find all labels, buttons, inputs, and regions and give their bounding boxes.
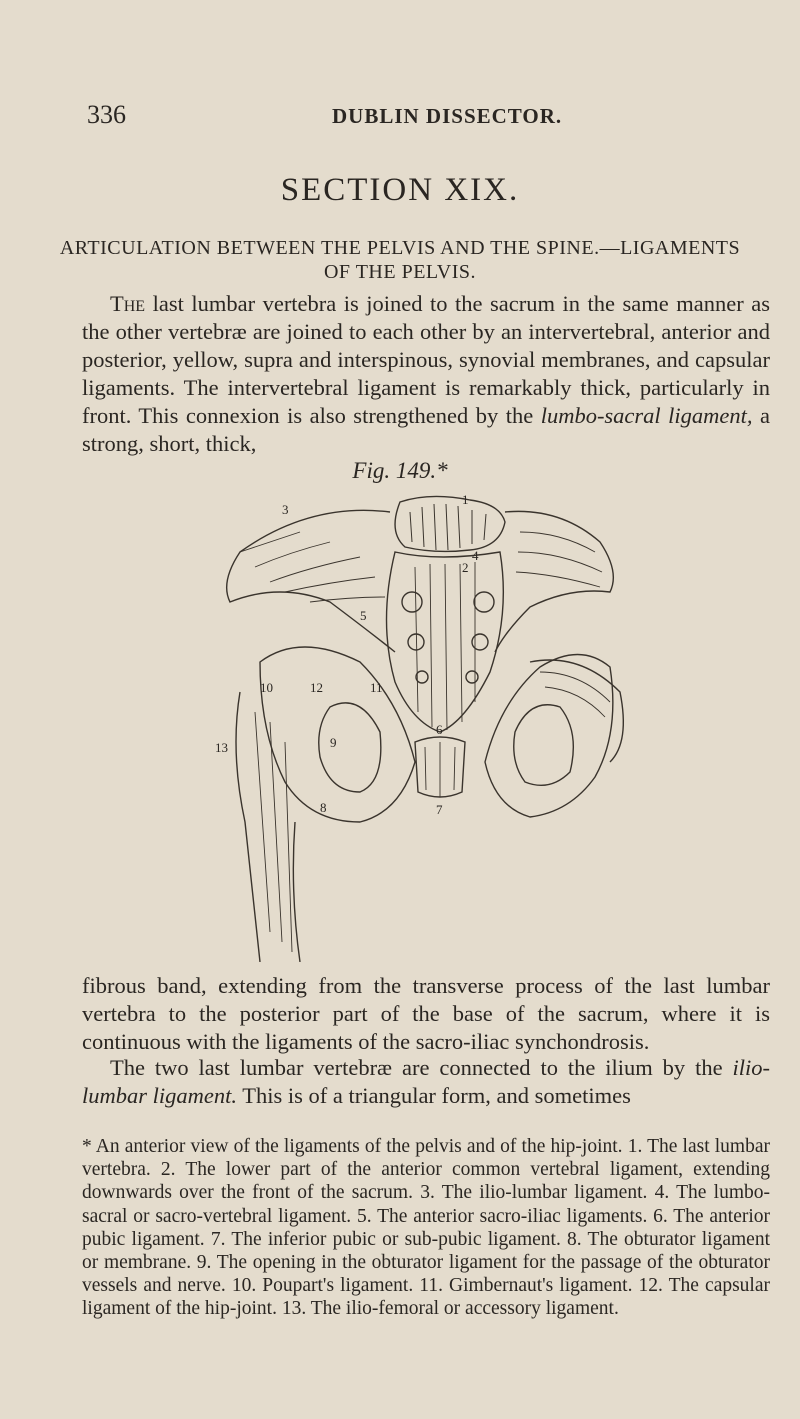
paragraph-3-tail: This is of a triangular form, and sometimes [237,1083,631,1108]
figure-label-4: 4 [472,548,479,563]
paragraph-3 [82,1054,770,1110]
paragraph-2: fibrous band, extending from the transverse process of the last lumbar vertebra to the posterior part of the base of the sacrum, where it is continuous with the ligaments of the sacro-iliac synchondrosis. [82,973,770,1054]
figure-label-10: 10 [260,680,273,695]
section-subtitle [40,236,760,284]
running-title: DUBLIN DISSECTOR. [332,104,563,128]
figure-footnote: * An anterior view of the ligaments of the pelvis and of the hip-joint. 1. The last lumbar vertebra. 2. The lower part of the anterior common vertebral ligament, extending downwards over the front of the sacrum. 3. The ilio-lumbar ligament. 4. The lumbo-sacral or sacro-vertebral ligament. 5. The anterior sacro-iliac ligaments. 6. The anterior pubic ligament. 7. The inferior pubic or sub-pubic ligament. 8. The obturator ligament or membrane. 9. The opening in the obturator ligament for the passage of the obturator vessels and nerve. 10. Poupart's ligament. 11. Gimbernaut's ligament. 12. The capsular ligament of the hip-joint. 13. The ilio-femoral or accessory ligament. [82,1136,770,1320]
figure-label-9: 9 [330,735,337,750]
figure-label-13: 13 [215,740,228,755]
section-subtitle-line-1: ARTICULATION BETWEEN THE PELVIS AND THE SPINE.—LIGAMENTS [59,237,741,259]
figure-label-3: 3 [282,502,289,517]
figure-label-12: 12 [310,680,323,695]
paragraph-3-text: The two last lumbar vertebræ are connected to the ilium by the [110,1055,733,1080]
figure-label-1: 1 [462,492,469,507]
page-number: 336 [87,100,126,129]
figure-label-7: 7 [436,802,443,817]
figure-label-6: 6 [436,722,443,737]
running-head [87,100,740,130]
paragraph-1-italic: lumbo-sacral ligament, [540,403,753,428]
figure-label-8: 8 [320,800,327,815]
pelvis-ligaments-illustration [200,492,640,962]
paragraph-1-tail: a strong, short, thick, [82,403,770,456]
figure-label-11: 11 [370,680,383,695]
paragraph-1-lead: The [110,291,146,316]
figure-label-5: 5 [360,608,367,623]
paragraph-1-text: last lumbar vertebra is joined to the sacrum in the same manner as the other vertebræ are joined to each other by an intervertebral, anterior and posterior, yellow, supra and interspinous, synovial membranes, and capsular ligaments. The intervertebral ligament is remarkably thick, particularly in front. This connexion is also strengthened by the [82,291,770,428]
paragraph-1 [82,290,770,458]
figure-label-2: 2 [462,560,469,575]
paragraph-3-italic: ilio-lumbar ligament. [82,1055,770,1108]
section-title: SECTION XIX. [280,172,520,208]
section-subtitle-line-2: OF THE PELVIS. [323,261,477,283]
figure-caption: Fig. 149.* [352,458,448,483]
